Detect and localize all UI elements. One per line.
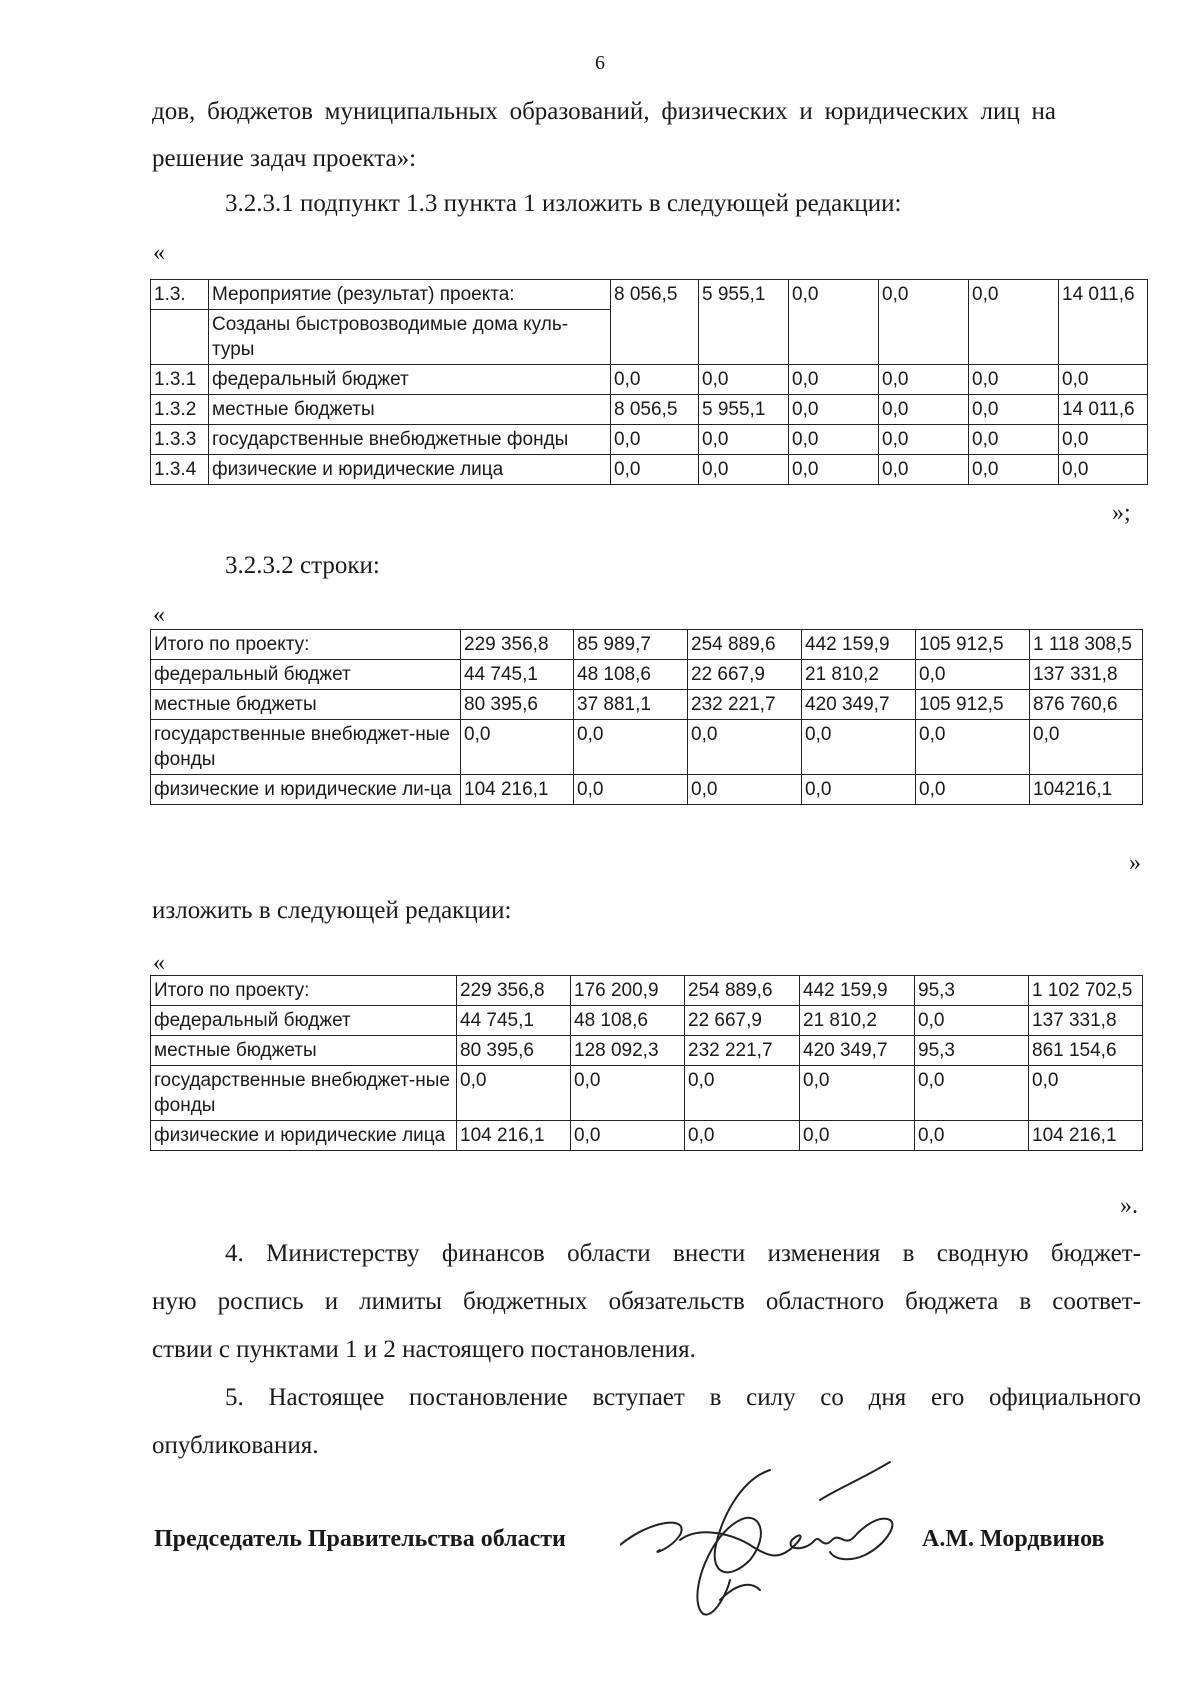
cell-value: 254 889,6 bbox=[688, 630, 802, 660]
project-item-table bbox=[150, 279, 1148, 485]
cell-value: 0,0 bbox=[879, 455, 969, 485]
cell-value: 104216,1 bbox=[1030, 775, 1143, 805]
cell-value: 0,0 bbox=[789, 395, 879, 425]
quote-close-3: ». bbox=[1120, 1193, 1138, 1219]
cell-value: 128 092,3 bbox=[571, 1036, 685, 1066]
cell-value: 85 989,7 bbox=[574, 630, 688, 660]
quote-open-1: « bbox=[153, 240, 165, 266]
row-label: местные бюджеты bbox=[151, 1036, 457, 1066]
cell-value: 232 221,7 bbox=[685, 1036, 800, 1066]
cell-value: 48 108,6 bbox=[574, 660, 688, 690]
cell-value: 14 011,6 bbox=[1059, 280, 1148, 365]
cell-value: 0,0 bbox=[574, 775, 688, 805]
row-label: Созданы быстровозводимые дома куль-туры bbox=[209, 310, 611, 365]
table-row bbox=[151, 1006, 1143, 1036]
cell-value: 0,0 bbox=[688, 775, 802, 805]
quote-open-3: « bbox=[153, 950, 165, 976]
cell-value: 0,0 bbox=[915, 1006, 1029, 1036]
row-number: 1.3. bbox=[151, 280, 209, 310]
row-label: Итого по проекту: bbox=[151, 630, 461, 660]
cell-value: 0,0 bbox=[969, 395, 1059, 425]
cell-value: 104 216,1 bbox=[457, 1121, 571, 1151]
signatory-title: Председатель Правительства области bbox=[154, 1526, 566, 1552]
row-label: физические и юридические лица bbox=[209, 455, 611, 485]
cell-value: 0,0 bbox=[879, 425, 969, 455]
row-label: федеральный бюджет bbox=[209, 365, 611, 395]
row-number-empty bbox=[151, 310, 209, 365]
project-total-table-new bbox=[150, 975, 1143, 1151]
row-label: местные бюджеты bbox=[209, 395, 611, 425]
cell-value: 0,0 bbox=[789, 280, 879, 365]
cell-value: 1 118 308,5 bbox=[1030, 630, 1143, 660]
cell-value: 0,0 bbox=[969, 455, 1059, 485]
cell-value: 0,0 bbox=[915, 1121, 1029, 1151]
cell-value: 0,0 bbox=[1029, 1066, 1143, 1121]
cell-value: 48 108,6 bbox=[571, 1006, 685, 1036]
cell-value: 22 667,9 bbox=[685, 1006, 800, 1036]
table-row bbox=[151, 775, 1143, 805]
project-total-table-old bbox=[150, 629, 1143, 805]
row-number: 1.3.3 bbox=[151, 425, 209, 455]
table-row bbox=[151, 720, 1143, 775]
paragraph-4-line-2: ную роспись и лимиты бюджетных обязательств областного бюджета в соответ- bbox=[152, 1288, 1141, 1315]
row-label: местные бюджеты bbox=[151, 690, 461, 720]
row-number: 1.3.1 bbox=[151, 365, 209, 395]
row-label: федеральный бюджет bbox=[151, 660, 461, 690]
row-label: физические и юридические лица bbox=[151, 1121, 457, 1151]
cell-value: 0,0 bbox=[1030, 720, 1143, 775]
row-label: Мероприятие (результат) проекта: bbox=[209, 280, 611, 310]
cell-value: 0,0 bbox=[789, 455, 879, 485]
row-label: государственные внебюджетные фонды bbox=[209, 425, 611, 455]
cell-value: 0,0 bbox=[688, 720, 802, 775]
cell-value: 0,0 bbox=[461, 720, 574, 775]
handwritten-signature-icon bbox=[620, 1440, 920, 1640]
cell-value: 0,0 bbox=[457, 1066, 571, 1121]
intro-line-1: дов, бюджетов муниципальных образований, физических и юридических лиц на bbox=[152, 98, 1056, 125]
cell-value: 0,0 bbox=[699, 455, 789, 485]
cell-value: 0,0 bbox=[789, 365, 879, 395]
cell-value: 0,0 bbox=[916, 775, 1030, 805]
cell-value: 80 395,6 bbox=[461, 690, 574, 720]
cell-value: 37 881,1 bbox=[574, 690, 688, 720]
cell-value: 21 810,2 bbox=[802, 660, 916, 690]
quote-close-2: » bbox=[1129, 850, 1141, 876]
cell-value: 229 356,8 bbox=[457, 976, 571, 1006]
cell-value: 0,0 bbox=[800, 1066, 915, 1121]
cell-value: 22 667,9 bbox=[688, 660, 802, 690]
cell-value: 876 760,6 bbox=[1030, 690, 1143, 720]
cell-value: 137 331,8 bbox=[1030, 660, 1143, 690]
cell-value: 95,3 bbox=[915, 976, 1029, 1006]
quote-close-1: »; bbox=[1112, 500, 1131, 526]
quote-open-2: « bbox=[153, 602, 165, 628]
cell-value: 442 159,9 bbox=[800, 976, 915, 1006]
cell-value: 44 745,1 bbox=[457, 1006, 571, 1036]
cell-value: 229 356,8 bbox=[461, 630, 574, 660]
cell-value: 442 159,9 bbox=[802, 630, 916, 660]
cell-value: 0,0 bbox=[611, 455, 699, 485]
cell-value: 0,0 bbox=[611, 425, 699, 455]
cell-value: 0,0 bbox=[969, 365, 1059, 395]
cell-value: 0,0 bbox=[1059, 425, 1148, 455]
sub-heading-2: 3.2.3.2 строки: bbox=[225, 552, 380, 579]
cell-value: 0,0 bbox=[1059, 365, 1148, 395]
cell-value: 5 955,1 bbox=[699, 280, 789, 365]
cell-value: 80 395,6 bbox=[457, 1036, 571, 1066]
cell-value: 0,0 bbox=[571, 1121, 685, 1151]
table-row bbox=[151, 395, 1148, 425]
cell-value: 21 810,2 bbox=[800, 1006, 915, 1036]
table-row bbox=[151, 630, 1143, 660]
cell-value: 0,0 bbox=[1059, 455, 1148, 485]
cell-value: 0,0 bbox=[611, 365, 699, 395]
table-row bbox=[151, 660, 1143, 690]
table-row bbox=[151, 365, 1148, 395]
row-label: федеральный бюджет bbox=[151, 1006, 457, 1036]
row-label: Итого по проекту: bbox=[151, 976, 457, 1006]
replace-heading: изложить в следующей редакции: bbox=[152, 897, 512, 924]
cell-value: 0,0 bbox=[802, 775, 916, 805]
cell-value: 137 331,8 bbox=[1029, 1006, 1143, 1036]
cell-value: 105 912,5 bbox=[916, 690, 1030, 720]
row-label: физические и юридические ли-ца bbox=[151, 775, 461, 805]
cell-value: 104 216,1 bbox=[1029, 1121, 1143, 1151]
cell-value: 0,0 bbox=[685, 1121, 800, 1151]
table-row bbox=[151, 1036, 1143, 1066]
cell-value: 105 912,5 bbox=[916, 630, 1030, 660]
cell-value: 104 216,1 bbox=[461, 775, 574, 805]
cell-value: 0,0 bbox=[699, 365, 789, 395]
signatory-name: А.М. Мордвинов bbox=[922, 1526, 1105, 1552]
row-label: государственные внебюджет-ные фонды bbox=[151, 720, 461, 775]
cell-value: 0,0 bbox=[685, 1066, 800, 1121]
cell-value: 0,0 bbox=[802, 720, 916, 775]
cell-value: 0,0 bbox=[571, 1066, 685, 1121]
cell-value: 232 221,7 bbox=[688, 690, 802, 720]
cell-value: 14 011,6 bbox=[1059, 395, 1148, 425]
cell-value: 420 349,7 bbox=[800, 1036, 915, 1066]
sub-heading-1: 3.2.3.1 подпункт 1.3 пункта 1 изложить в следующей редакции: bbox=[225, 190, 902, 217]
table-row bbox=[151, 1121, 1143, 1151]
cell-value: 0,0 bbox=[879, 395, 969, 425]
cell-value: 861 154,6 bbox=[1029, 1036, 1143, 1066]
row-number: 1.3.4 bbox=[151, 455, 209, 485]
cell-value: 8 056,5 bbox=[611, 395, 699, 425]
table-row bbox=[151, 280, 1148, 310]
cell-value: 0,0 bbox=[574, 720, 688, 775]
cell-value: 1 102 702,5 bbox=[1029, 976, 1143, 1006]
cell-value: 420 349,7 bbox=[802, 690, 916, 720]
cell-value: 0,0 bbox=[879, 280, 969, 365]
table-row bbox=[151, 455, 1148, 485]
paragraph-5-line-1: 5. Настоящее постановление вступает в силу со дня его официального bbox=[225, 1384, 1141, 1411]
table-row bbox=[151, 976, 1143, 1006]
cell-value: 176 200,9 bbox=[571, 976, 685, 1006]
page-number: 6 bbox=[595, 52, 605, 74]
cell-value: 0,0 bbox=[916, 660, 1030, 690]
cell-value: 0,0 bbox=[969, 280, 1059, 365]
cell-value: 254 889,6 bbox=[685, 976, 800, 1006]
cell-value: 0,0 bbox=[699, 425, 789, 455]
row-number: 1.3.2 bbox=[151, 395, 209, 425]
table-row bbox=[151, 1066, 1143, 1121]
cell-value: 0,0 bbox=[879, 365, 969, 395]
intro-line-2: решение задач проекта»: bbox=[152, 145, 417, 172]
row-label: государственные внебюджет-ные фонды bbox=[151, 1066, 457, 1121]
paragraph-4-line-1: 4. Министерству финансов области внести изменения в сводную бюджет- bbox=[225, 1240, 1141, 1267]
paragraph-5-line-2: опубликования. bbox=[152, 1432, 319, 1459]
table-row bbox=[151, 690, 1143, 720]
cell-value: 0,0 bbox=[916, 720, 1030, 775]
cell-value: 95,3 bbox=[915, 1036, 1029, 1066]
cell-value: 0,0 bbox=[800, 1121, 915, 1151]
cell-value: 5 955,1 bbox=[699, 395, 789, 425]
cell-value: 0,0 bbox=[915, 1066, 1029, 1121]
table-row bbox=[151, 425, 1148, 455]
cell-value: 44 745,1 bbox=[461, 660, 574, 690]
paragraph-4-line-3: ствии с пунктами 1 и 2 настоящего постановления. bbox=[152, 1336, 696, 1363]
cell-value: 0,0 bbox=[789, 425, 879, 455]
cell-value: 0,0 bbox=[969, 425, 1059, 455]
cell-value: 8 056,5 bbox=[611, 280, 699, 365]
